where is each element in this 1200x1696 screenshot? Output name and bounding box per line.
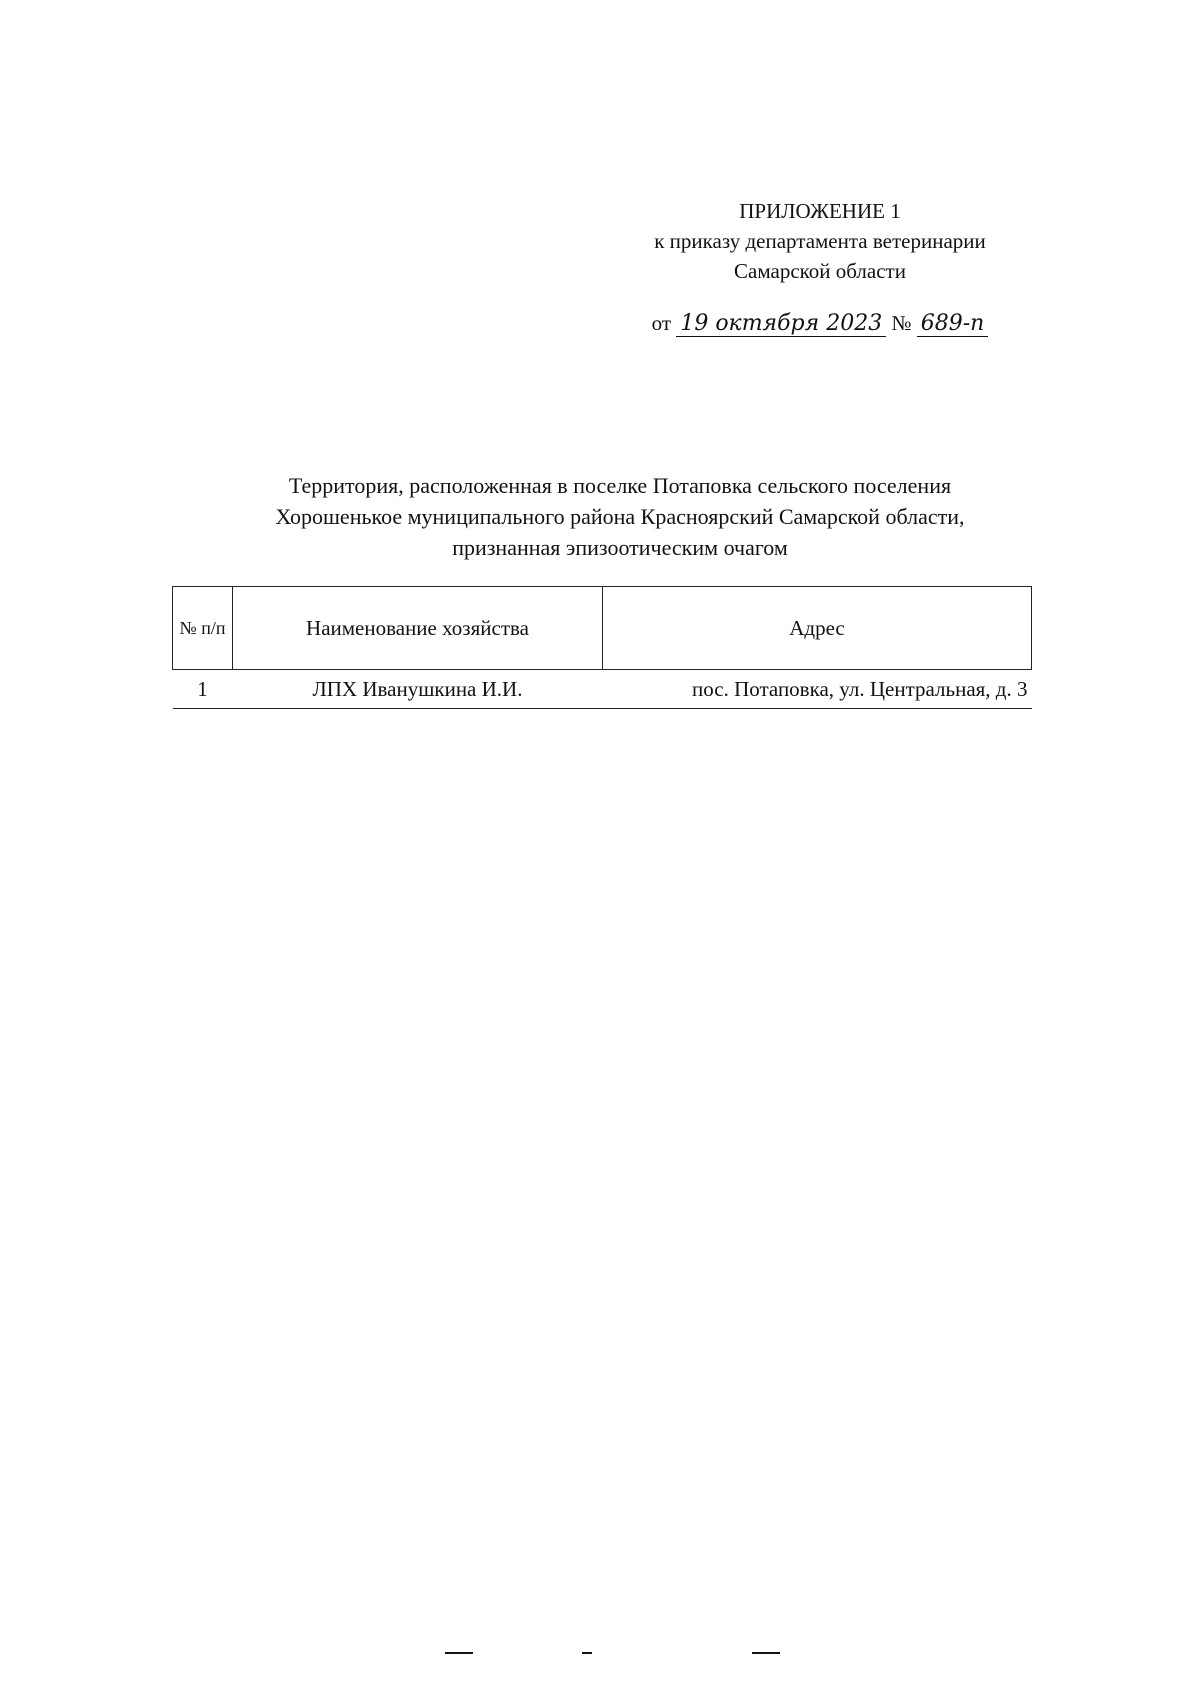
cell-number: 1 (173, 670, 233, 709)
table-row (173, 670, 1032, 709)
farms-table (172, 586, 1032, 709)
scan-mark (752, 1652, 780, 1654)
title-line-3: признанная эпизоотическим очагом (452, 535, 788, 560)
title-line-1: Территория, расположенная в поселке Потаповка сельского поселения (288, 473, 952, 498)
appendix-title: ПРИЛОЖЕНИЕ 1 (739, 199, 901, 223)
scan-mark (582, 1652, 592, 1654)
number-prefix: № (891, 311, 912, 335)
date-prefix: от (651, 311, 672, 335)
header-farm-name: Наименование хозяйства (233, 587, 603, 670)
table-header-row (173, 587, 1032, 670)
document-title (150, 470, 1090, 563)
order-date-line (590, 308, 1050, 339)
cell-address: пос. Потаповка, ул. Центральная, д. 3 (603, 670, 1032, 709)
handwritten-date: 19 октября 2023 (676, 311, 886, 337)
header-address: Адрес (603, 587, 1032, 670)
header-number: № п/п (173, 587, 233, 670)
handwritten-number: 689-п (917, 311, 989, 337)
title-line-2: Хорошенькое муниципального района Красноярский Самарской области, (275, 504, 965, 529)
appendix-order-line: к приказу департамента ветеринарии (654, 229, 986, 253)
appendix-header (590, 196, 1050, 339)
appendix-region-line: Самарской области (734, 259, 906, 283)
cell-farm-name: ЛПХ Иванушкина И.И. (233, 670, 603, 709)
scan-mark (445, 1652, 473, 1654)
